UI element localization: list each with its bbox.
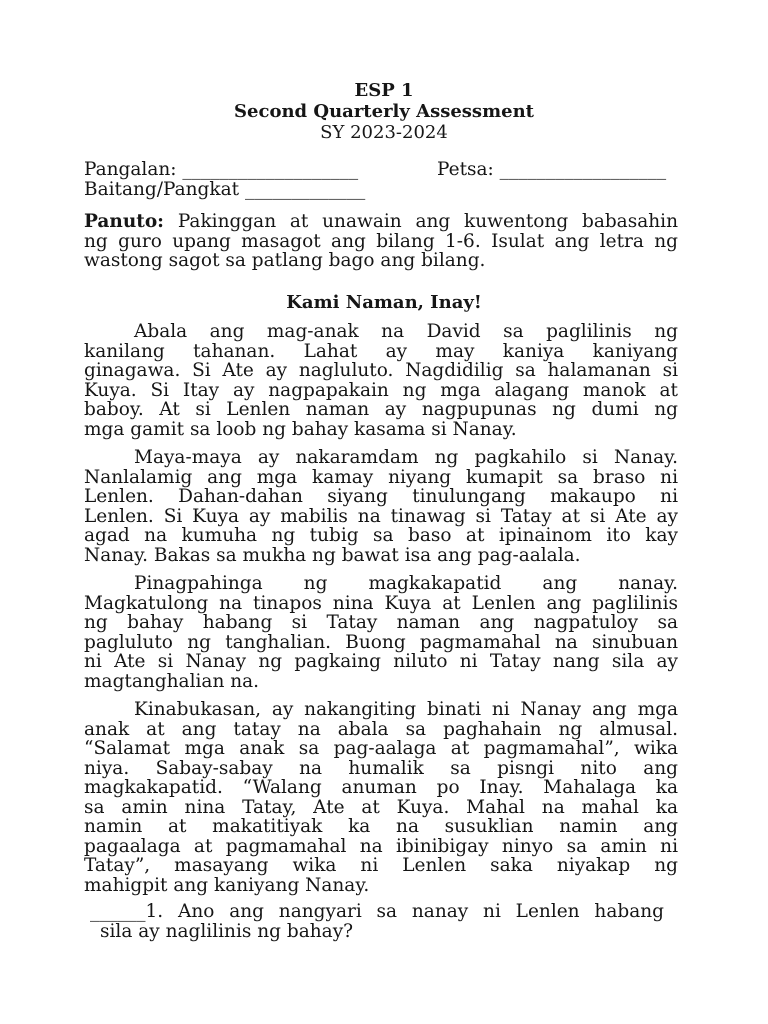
story-line: niya. Sabay-sabay na humalik sa pisngi nito ang xyxy=(84,757,678,779)
name-label: Pangalan: xyxy=(84,159,177,180)
question-text: Ano ang nangyari sa nanay ni Lenlen habang xyxy=(177,901,664,922)
story-line: Pinagpahinga ng magkakapatid ang nanay. xyxy=(134,573,678,594)
grade-section-field xyxy=(84,180,365,200)
story-line: mga gamit sa loob ng bahay kasama si Nanay. xyxy=(84,418,517,440)
story-line: “Salamat mga anak sa pag-aalaga at pagmamahal”, wika xyxy=(84,738,678,759)
name-field xyxy=(84,160,358,180)
story-paragraph xyxy=(84,322,678,439)
story-line: Magkatulong na tinapos nina Kuya at Lenlen ang paglilinis xyxy=(84,592,678,614)
story-line: Nanay. Bakas sa mukha ng bawat isa ang pag-aalala. xyxy=(84,544,581,566)
question-line: sila ay naglilinis ng bahay? xyxy=(100,920,354,942)
document-header xyxy=(0,80,768,143)
story-line: Abala ang mag-anak na David sa paglilinis ng xyxy=(134,321,678,342)
name-blank: ___________________ xyxy=(182,159,359,180)
story-line: magkakapatid. “Walang anuman po Inay. Mahalaga ka xyxy=(84,777,678,798)
grade-section-blank: _____________ xyxy=(244,178,366,200)
story-line: anak at ang tatay na abala sa paghahain ng almusal. xyxy=(84,718,678,740)
story-line: ginagawa. Si Ate ay nagluluto. Nagdidilig sa halamanan si xyxy=(84,360,678,381)
story-line: pagaalaga at pagmamahal na ibinibigay ninyo sa amin ni xyxy=(84,835,678,857)
school-year: SY 2023-2024 xyxy=(320,122,448,143)
directions-line xyxy=(84,212,678,232)
date-label: Petsa: xyxy=(437,159,494,180)
story-line: pagluluto ng tanghalian. Buong pagmamahal na sinubuan xyxy=(84,631,678,653)
story-paragraph xyxy=(84,448,678,565)
story-line: ni Ate si Nanay ng pagkaing niluto ni Tatay nang sila ay xyxy=(84,651,678,672)
story-line: baboy. At si Lenlen naman ay nagpupunas ng dumi ng xyxy=(84,399,678,420)
story-paragraph xyxy=(84,700,678,895)
story-line: Lenlen. Dahan-dahan siyang tinulungang makaupo ni xyxy=(84,486,678,507)
directions xyxy=(84,212,678,271)
story-line: namin at makatitiyak ka na susuklian namin ang xyxy=(84,816,678,837)
directions-line: wastong sagot sa patlang bago ang bilang. xyxy=(84,250,486,271)
story-line: sa amin nina Tatay, Ate at Kuya. Mahal na mahal ka xyxy=(84,796,678,818)
answer-blank: ______ xyxy=(90,901,146,922)
directions-line: ng guro upang masagot ang bilang 1-6. Isulat ang letra ng xyxy=(84,230,678,252)
story-line: ng bahay habang si Tatay naman ang nagpatuloy sa xyxy=(84,612,678,633)
directions-text: Pakinggan at unawain ang kuwentong babasahin xyxy=(177,211,678,232)
date-blank: __________________ xyxy=(499,159,667,180)
question-item xyxy=(90,902,664,941)
story-title: Kami Naman, Inay! xyxy=(286,292,482,313)
subject-title: ESP 1 xyxy=(354,80,414,101)
story-line: kanilang tahanan. Lahat ay may kaniya kaniyang xyxy=(84,340,678,362)
story-line: Tatay”, masayang wika ni Lenlen saka niyakap ng xyxy=(84,855,678,876)
story-paragraph xyxy=(84,574,678,691)
story-line: agad na kumuha ng tubig sa baso at ipinainom ito kay xyxy=(84,525,678,546)
grade-section-label: Baitang/Pangkat xyxy=(84,178,240,200)
story-line: Kuya. Si Itay ay nagpapakain ng mga alagang manok at xyxy=(84,379,678,401)
story-line: Kinabukasan, ay nakangiting binati ni Nanay ang mga xyxy=(134,699,678,720)
story-line: Lenlen. Si Kuya ay mabilis na tinawag si Tatay at si Ate ay xyxy=(84,505,678,527)
story-line: mahigpit ang kaniyang Nanay. xyxy=(84,874,370,896)
story-line: magtanghalian na. xyxy=(84,670,260,692)
question-line xyxy=(90,902,664,922)
story-line: Nanlalamig ang mga kamay niyang kumapit sa braso ni xyxy=(84,466,678,488)
story-line: Maya-maya ay nakaramdam ng pagkahilo si Nanay. xyxy=(134,447,678,468)
question-number: 1. xyxy=(145,901,164,922)
assessment-title: Second Quarterly Assessment xyxy=(234,101,534,122)
date-field xyxy=(437,160,666,180)
directions-label: Panuto: xyxy=(84,211,165,232)
